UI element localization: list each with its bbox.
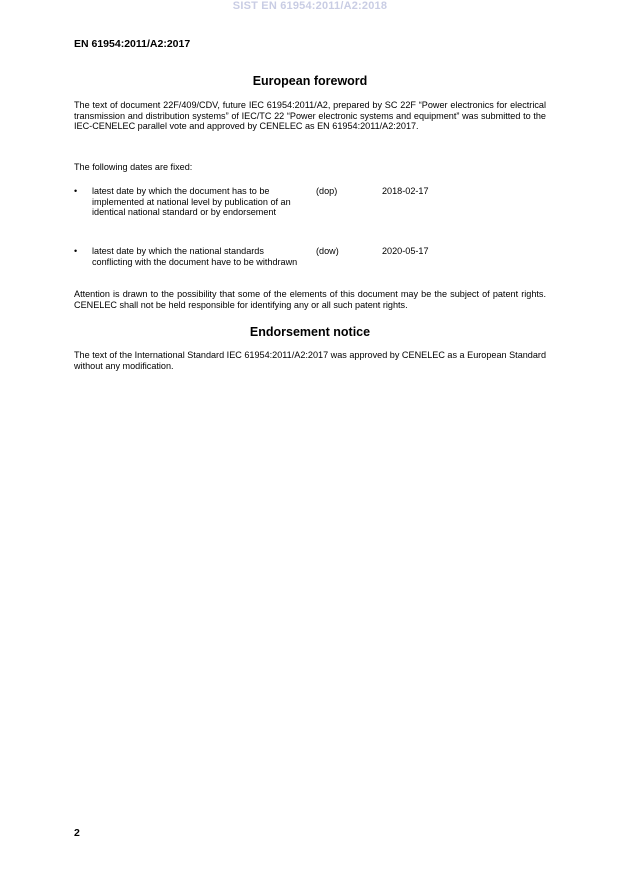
watermark: SIST EN 61954:2011/A2:2018: [232, 0, 388, 12]
date-value: 2020-05-17: [382, 246, 429, 256]
document-header: EN 61954:2011/A2:2017: [74, 38, 191, 50]
date-item-dop: [74, 186, 546, 246]
date-description: latest date by which the document has to be implemented at national level by publication of an identical national standard or by endorsement: [92, 186, 291, 218]
bullet-icon: •: [74, 246, 78, 256]
date-description: latest date by which the national standards conflicting with the document have to be withdrawn: [92, 246, 298, 267]
date-item-dow: [74, 246, 546, 286]
foreword-title: European foreword: [252, 74, 368, 88]
date-value: 2018-02-17: [382, 186, 429, 196]
date-abbreviation: (dop): [316, 186, 338, 196]
dates-intro: The following dates are fixed:: [74, 162, 193, 172]
page-number: 2: [74, 827, 80, 839]
endorsement-paragraph: The text of the International Standard IEC 61954:2011/A2:2017 was approved by CENELEC as a European Standard without any modification.: [74, 350, 547, 371]
date-abbreviation: (dow): [316, 246, 339, 256]
patent-notice-paragraph: Attention is drawn to the possibility that some of the elements of this document may be the subject of patent rights. CENELEC shall not be held responsible for identifying any or all such patent rights.: [74, 289, 546, 310]
foreword-paragraph: The text of document 22F/409/CDV, future IEC 61954:2011/A2, prepared by SC 22F “Power electronics for electrical transmission and distribution systems” of IEC/TC 22 “Power electronic systems and equipment” was submitted to the IEC-CENELEC parallel vote and approved by CENELEC as EN 61954:2011/A2:2017.: [74, 100, 546, 132]
bullet-icon: •: [74, 186, 78, 196]
endorsement-title: Endorsement notice: [249, 325, 371, 339]
dates-list: [74, 186, 546, 286]
